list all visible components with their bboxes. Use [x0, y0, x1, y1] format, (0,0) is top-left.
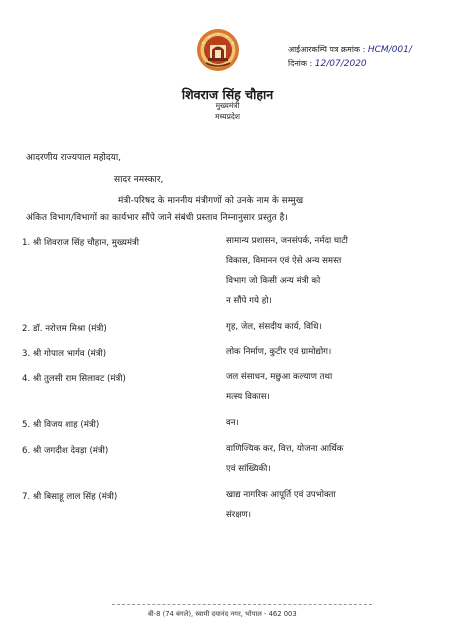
minister-5-name: 5. श्री विजय शाह (मंत्री) [22, 420, 100, 430]
portfolio-line: संरक्षण। [226, 510, 251, 520]
footer-address: बी-8 (74 बंगले), स्वामी दयानंद नगर, भोपाल - 462 003 [148, 610, 297, 618]
reference-number-value: HCM/001/ [367, 45, 412, 55]
minister-7-portfolio [226, 485, 401, 525]
portfolio-line: एवं सांख्यिकी। [226, 464, 271, 474]
portfolio-line: न सौंपे गये हो। [226, 296, 272, 306]
portfolio-line: जल संसाधन, मछुआ कल्याण तथा [226, 372, 333, 382]
salutation: आदरणीय राज्यपाल महोदया, [26, 153, 122, 163]
portfolio-line: विभाग जो किसी अन्य मंत्री को [226, 276, 321, 286]
body-paragraph-line-2: अंकित विभाग/विभागों का कार्यभार सौंपे जाने संबंधी प्रस्ताव निम्नानुसार प्रस्तुत है। [26, 213, 288, 223]
portfolio-line: विकास, विमानन एवं ऐसे अन्य समस्त [226, 256, 342, 266]
footer-divider [112, 604, 372, 605]
body-paragraph-line-1: मंत्री-परिषद के माननीय मंत्रीगणों को उनके नाम के सम्मुख [118, 196, 304, 206]
minister-3-name: 3. श्री गोपाल भार्गव (मंत्री) [22, 349, 107, 359]
portfolio-line: लोक निर्माण, कुटीर एवं ग्रामोद्योग। [226, 347, 332, 357]
minister-3-portfolio [226, 342, 401, 362]
minister-4-name: 4. श्री तुलसी राम सिलावट (मंत्री) [22, 374, 126, 384]
reference-date-label: दिनांक [288, 59, 307, 68]
minister-5-portfolio [226, 413, 401, 433]
portfolio-line: सामान्य प्रशासन, जनसंपर्क, नर्मदा घाटी [226, 236, 348, 246]
minister-7-name: 7. श्री बिसाहू लाल सिंह (मंत्री) [22, 492, 118, 502]
minister-1-name: 1. श्री शिवराज सिंह चौहान, मुख्यमंत्री [22, 238, 139, 248]
minister-2-name: 2. डॉ. नरोत्तम मिश्रा (मंत्री) [22, 324, 107, 334]
minister-4-portfolio [226, 367, 401, 407]
reference-date: दिनांक : 12/07/2020 [288, 59, 367, 69]
minister-2-portfolio [226, 317, 401, 337]
reference-date-value: 12/07/2020 [314, 59, 367, 69]
sender-state: मध्यप्रदेश [214, 112, 240, 121]
sender-name: शिवराज सिंह चौहान [181, 87, 274, 102]
sender-designation: मुख्यमंत्री [215, 101, 240, 110]
madhya-pradesh-emblem-icon [196, 28, 240, 72]
portfolio-line: मत्स्य विकास। [226, 392, 270, 402]
minister-1-portfolio [226, 231, 401, 311]
portfolio-line: गृह, जेल, संसदीय कार्य, विधि। [226, 322, 322, 332]
portfolio-line: वाणिज्यिक कर, वित्त, योजना आर्थिक [226, 444, 344, 454]
reference-number: आईआरकम्पि पत्र क्रमांक : HCM/001/ [288, 45, 412, 55]
minister-6-name: 6. श्री जगदीश देवड़ा (मंत्री) [22, 446, 109, 456]
reference-number-label: आईआरकम्पि पत्र क्रमांक [288, 45, 361, 54]
portfolio-line: वन। [226, 418, 239, 428]
greeting: सादर नमस्कार, [114, 175, 164, 185]
minister-6-portfolio [226, 439, 401, 479]
portfolio-line: खाद्य नागरिक आपूर्ति एवं उपभोक्ता [226, 490, 336, 500]
